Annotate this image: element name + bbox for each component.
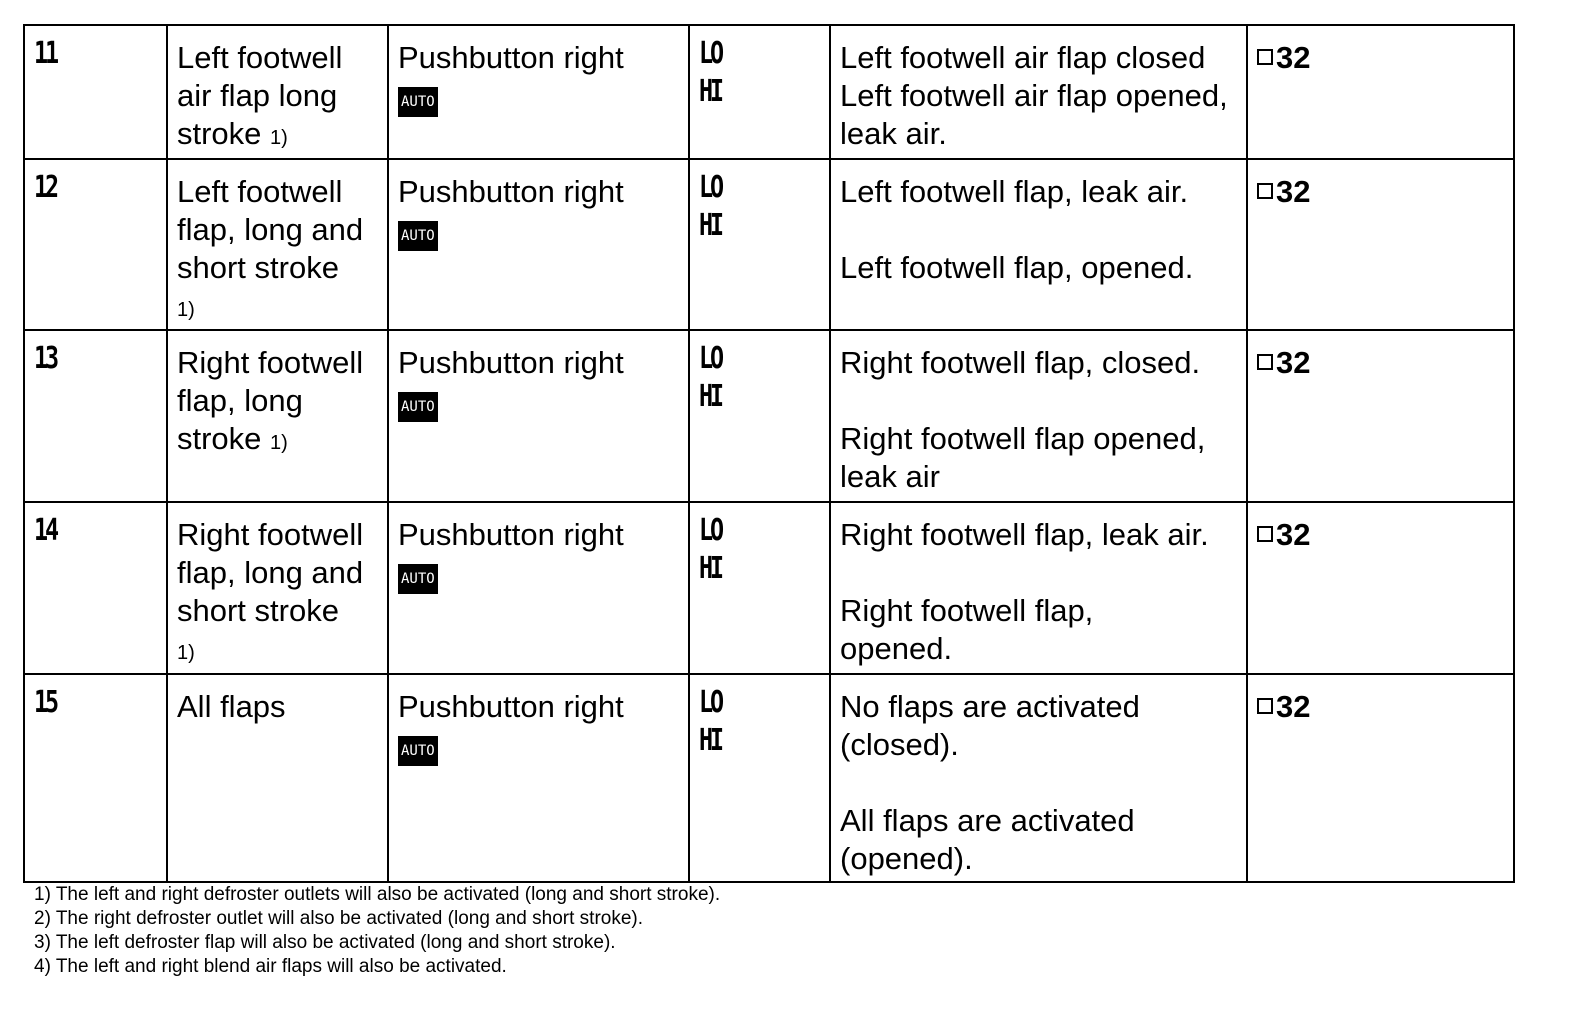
component-name: Left footwell air flap long stroke [177,40,343,151]
auto-button-icon: AUTO [398,736,438,766]
level-cell [689,502,830,674]
hi-description: Right footwell flap, opened. [840,593,1094,666]
level-lo: LO [699,685,721,720]
display-code: 11 [34,36,56,71]
hi-description: Left footwell air flap opened, leak air. [840,78,1228,151]
reference-number: 32 [1276,689,1311,724]
lo-description: Left footwell air flap closed [840,40,1206,75]
component-cell [167,674,388,882]
hi-description: Right footwell flap opened, leak air [840,421,1206,494]
reference-cell [1247,25,1514,159]
display-code: 15 [34,685,56,720]
level-hi: HI [699,379,721,414]
level-lo: LO [699,513,721,548]
level-hi: HI [699,551,721,586]
reference-box-icon [1257,49,1273,65]
display-code: 14 [34,513,56,548]
component-cell [167,502,388,674]
level-cell [689,674,830,882]
code-cell [24,330,167,502]
lo-description: No flaps are activated (closed). [840,689,1140,762]
reference-number: 32 [1276,40,1311,75]
level-hi: HI [699,208,721,243]
display-code: 13 [34,341,56,376]
reference-cell [1247,330,1514,502]
code-cell [24,674,167,882]
code-cell [24,502,167,674]
reference-cell [1247,159,1514,330]
lo-description: Right footwell flap, closed. [840,345,1201,380]
description-cell [830,330,1247,502]
lo-description: Left footwell flap, leak air. [840,174,1189,209]
reference-box-icon [1257,698,1273,714]
control-label: Pushbutton right [398,689,624,724]
component-name: Right footwell flap, long stroke [177,345,364,456]
level-hi: HI [699,74,721,109]
flap-test-table [23,24,1515,883]
control-label: Pushbutton right [398,174,624,209]
level-hi: HI [699,723,721,758]
footnote-4: 4) The left and right blend air flaps will also be activated. [34,956,507,977]
control-cell [388,674,689,882]
footnote-ref: 1) [177,642,195,664]
footnote-2: 2) The right defroster outlet will also be activated (long and short stroke). [34,908,644,929]
reference-cell [1247,674,1514,882]
table-row [24,330,1514,502]
component-name: Right footwell flap, long and short stroke [177,517,364,628]
table-row [24,502,1514,674]
level-cell [689,25,830,159]
level-lo: LO [699,170,721,205]
description-cell [830,25,1247,159]
component-cell [167,25,388,159]
footnote-ref: 1) [270,432,288,454]
reference-cell [1247,502,1514,674]
level-cell [689,159,830,330]
code-cell [24,25,167,159]
hi-description: All flaps are activated (opened). [840,803,1135,876]
level-lo: LO [699,341,721,376]
table-row [24,159,1514,330]
code-cell [24,159,167,330]
component-cell [167,330,388,502]
footnote-3: 3) The left defroster flap will also be activated (long and short stroke). [34,932,616,953]
footnote-1: 1) The left and right defroster outlets will also be activated (long and short stroke). [34,884,721,905]
footnote-ref: 1) [177,299,195,321]
footnote-ref: 1) [270,127,288,149]
reference-box-icon [1257,354,1273,370]
reference-number: 32 [1276,517,1311,552]
auto-button-icon: AUTO [398,87,438,117]
control-cell [388,25,689,159]
auto-button-icon: AUTO [398,564,438,594]
control-label: Pushbutton right [398,345,624,380]
control-label: Pushbutton right [398,40,624,75]
auto-button-icon: AUTO [398,392,438,422]
table-row [24,25,1514,159]
reference-number: 32 [1276,345,1311,380]
control-cell [388,502,689,674]
description-cell [830,159,1247,330]
description-cell [830,674,1247,882]
footnotes [34,883,720,979]
component-name: All flaps [177,689,286,724]
display-code: 12 [34,170,56,205]
control-cell [388,159,689,330]
lo-description: Right footwell flap, leak air. [840,517,1209,552]
auto-button-icon: AUTO [398,221,438,251]
level-lo: LO [699,36,721,71]
reference-box-icon [1257,183,1273,199]
reference-box-icon [1257,526,1273,542]
table-row [24,674,1514,882]
hi-description: Left footwell flap, opened. [840,250,1194,285]
level-cell [689,330,830,502]
control-cell [388,330,689,502]
component-name: Left footwell flap, long and short stroke [177,174,364,285]
description-cell [830,502,1247,674]
component-cell [167,159,388,330]
reference-number: 32 [1276,174,1311,209]
control-label: Pushbutton right [398,517,624,552]
